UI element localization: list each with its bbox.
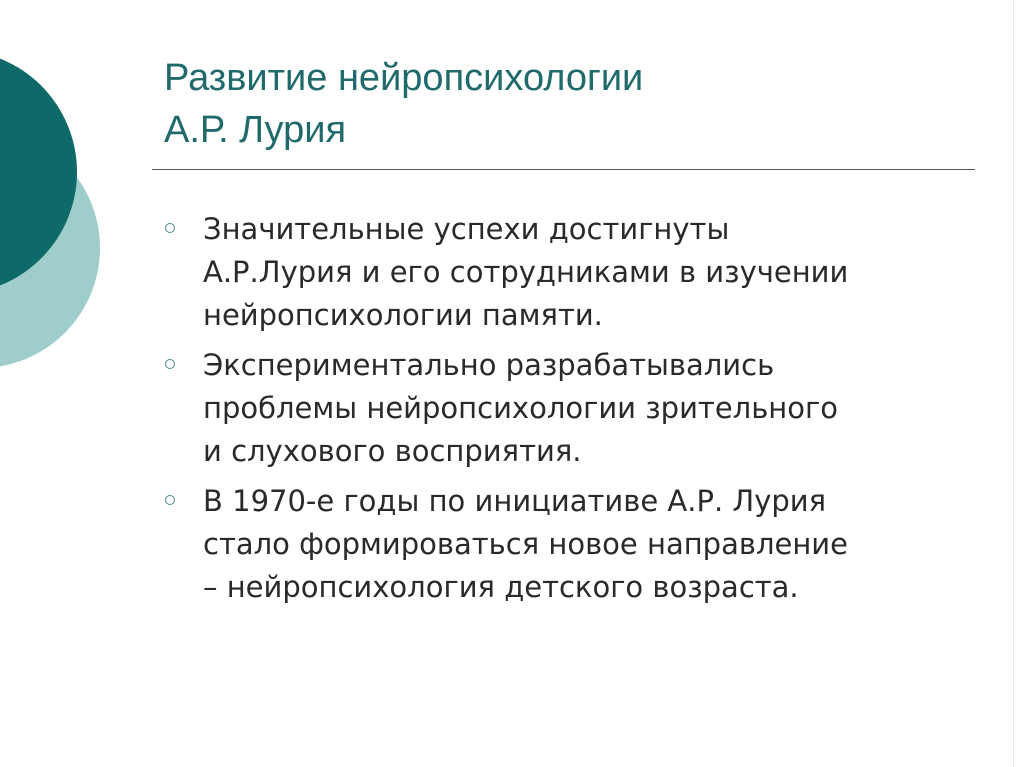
bullet-item-3 (164, 480, 964, 609)
title-divider (152, 169, 975, 170)
hollow-circle-bullet-icon (165, 223, 175, 233)
bullet-item-2 (164, 344, 964, 473)
bullet-list (164, 208, 964, 616)
hollow-circle-bullet-icon (165, 359, 175, 369)
slide-title (164, 52, 964, 156)
bullet-item-1 (164, 208, 964, 337)
bullet-line: стало формироваться новое направление (203, 527, 848, 561)
hollow-circle-bullet-icon (165, 495, 175, 505)
bullet-line: и слухового восприятия. (203, 434, 582, 468)
title-line-2: А.Р. Лурия (164, 109, 347, 151)
bullet-line: В 1970-е годы по инициативе А.Р. Лурия (203, 484, 827, 518)
bullet-text (203, 208, 964, 337)
bullet-line: – нейропсихология детского возраста. (203, 570, 799, 604)
bullet-line: А.Р.Лурия и его сотрудниками в изучении (203, 255, 849, 289)
slide-edge-line (1013, 0, 1014, 767)
bullet-line: проблемы нейропсихологии зрительного (203, 391, 838, 425)
bullet-text (203, 344, 964, 473)
bullet-text (203, 480, 964, 609)
bullet-line: нейропсихологии памяти. (203, 298, 603, 332)
decorative-circles (0, 0, 110, 400)
title-line-1: Развитие нейропсихологии (164, 57, 644, 99)
bullet-line: Экспериментально разрабатывались (203, 348, 775, 382)
bullet-line: Значительные успехи достигнуты (203, 212, 730, 246)
